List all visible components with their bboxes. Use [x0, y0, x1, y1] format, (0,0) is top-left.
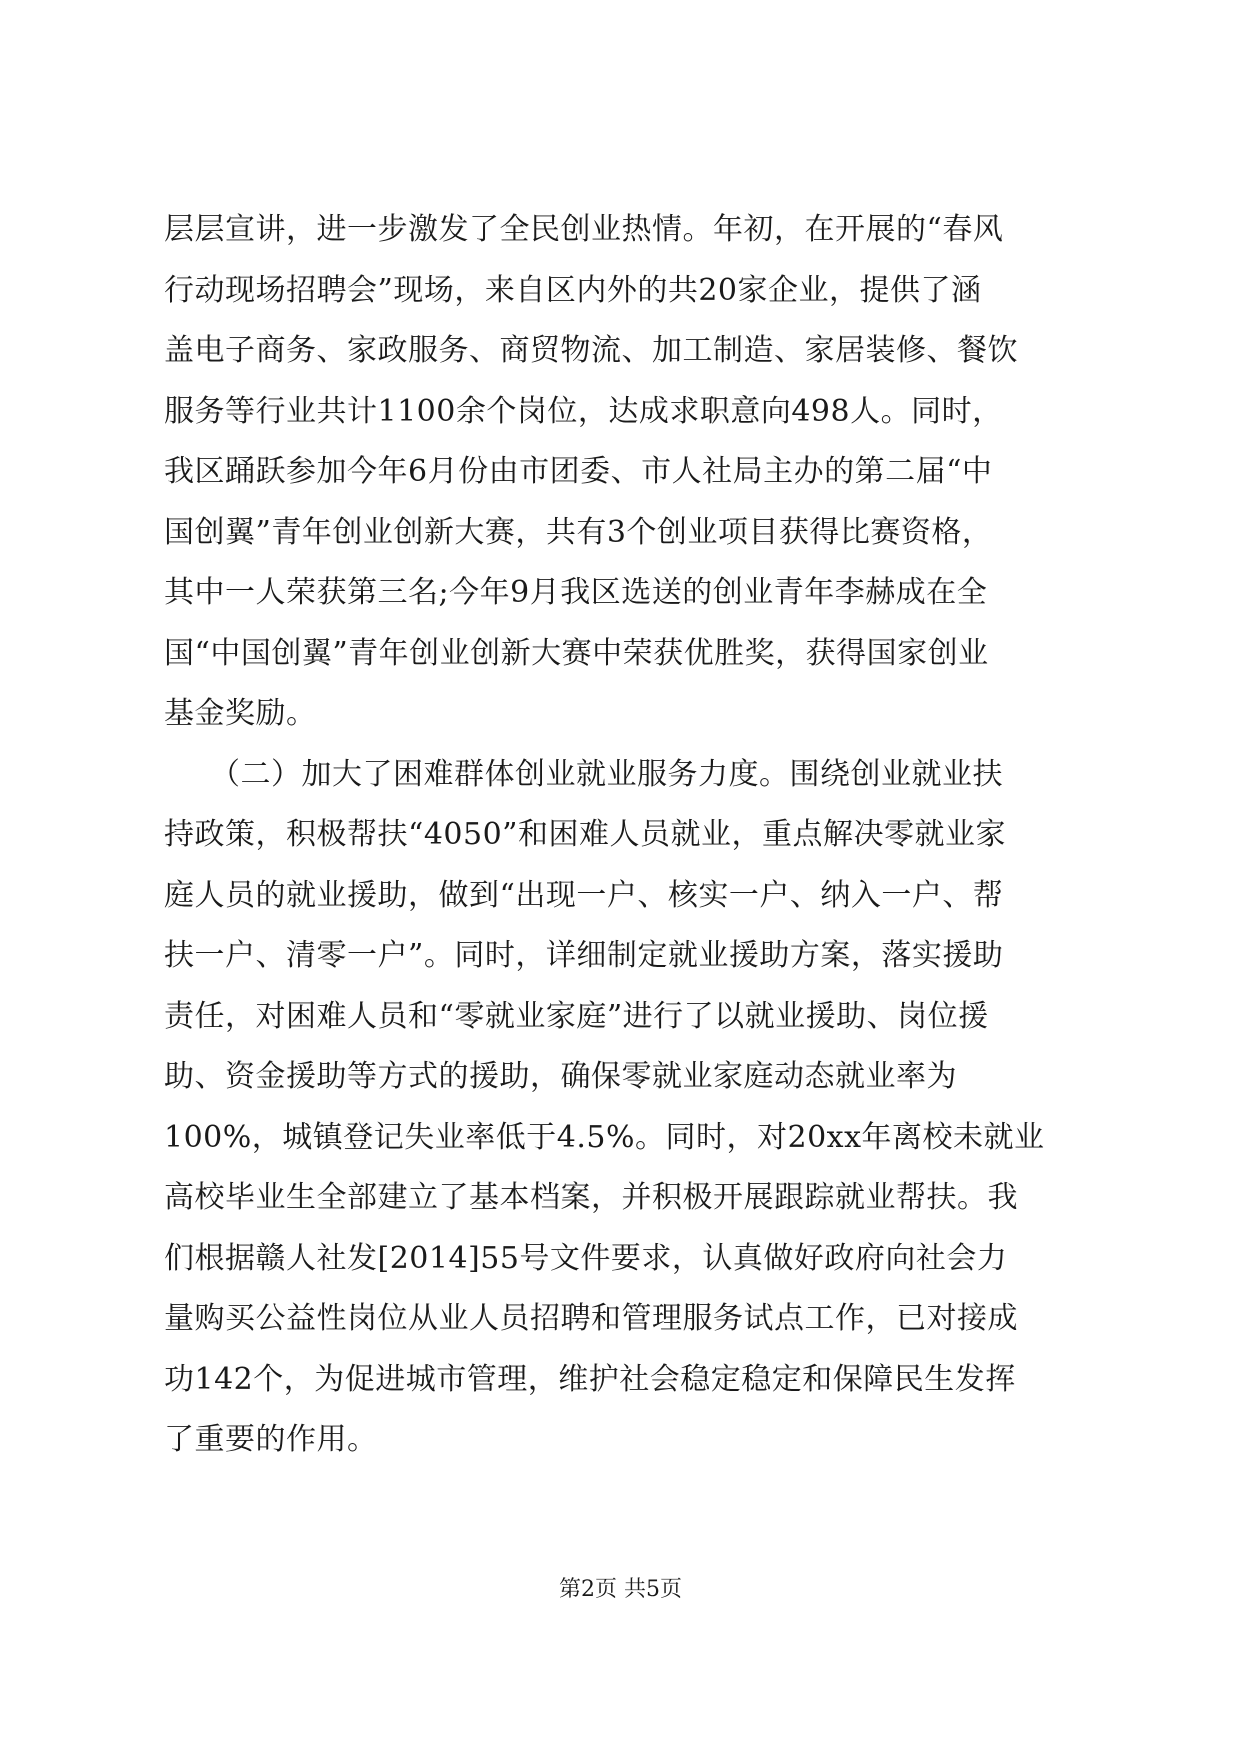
text-line: 高校毕业生全部建立了基本档案，并积极开展跟踪就业帮扶。我	[164, 1180, 1018, 1215]
text-line: 我区踊跃参加今年6月份由市团委、市人社局主办的第二届“中	[164, 454, 993, 489]
text-line: 100%，城镇登记失业率低于4.5%。同时，对20xx年离校未就业	[164, 1119, 1045, 1155]
text-line: 国“中国创翼”青年创业创新大赛中荣获优胜奖，获得国家创业	[164, 635, 989, 671]
section-heading-line: （二）加大了困难群体创业就业服务力度。围绕创业就业扶	[164, 756, 1003, 792]
text-line: 助、资金援助等方式的援助，确保零就业家庭动态就业率为	[164, 1059, 957, 1094]
text-line: 其中一人荣获第三名;今年9月我区选送的创业青年李赫成在全	[164, 575, 988, 610]
text-line: 层层宣讲，进一步激发了全民创业热情。年初，在开展的“春风	[164, 212, 1004, 247]
text-line: 了重要的作用。	[164, 1422, 378, 1457]
text-line: 庭人员的就业援助，做到“出现一户、核实一户、纳入一户、帮	[164, 877, 1004, 913]
text-line: 国创翼”青年创业创新大赛，共有3个创业项目获得比赛资格，	[164, 514, 993, 550]
text-line: 盖电子商务、家政服务、商贸物流、加工制造、家居装修、餐饮	[164, 333, 1018, 368]
text-line: 基金奖励。	[164, 696, 317, 731]
text-line: 量购买公益性岗位从业人员招聘和管理服务试点工作，已对接成	[164, 1301, 1018, 1336]
text-line: 扶一户、清零一户”。同时，详细制定就业援助方案，落实援助	[164, 938, 1004, 973]
text-line: 服务等行业共计1100余个岗位，达成求职意向498人。同时，	[164, 393, 1003, 429]
page-number-footer: 第2页 共5页	[559, 1577, 682, 1602]
text-line: 持政策，积极帮扶“4050”和困难人员就业，重点解决零就业家	[164, 817, 1007, 852]
text-line: 功142个，为促进城市管理，维护社会稳定稳定和保障民生发挥	[164, 1361, 1016, 1397]
text-line: 们根据赣人社发[2014]55号文件要求，认真做好政府向社会力	[164, 1240, 1008, 1276]
text-line: 行动现场招聘会”现场，来自区内外的共20家企业，提供了涵	[164, 272, 982, 308]
body-text	[164, 200, 1082, 1471]
text-line: 责任，对困难人员和“零就业家庭”进行了以就业援助、岗位援	[164, 998, 989, 1034]
